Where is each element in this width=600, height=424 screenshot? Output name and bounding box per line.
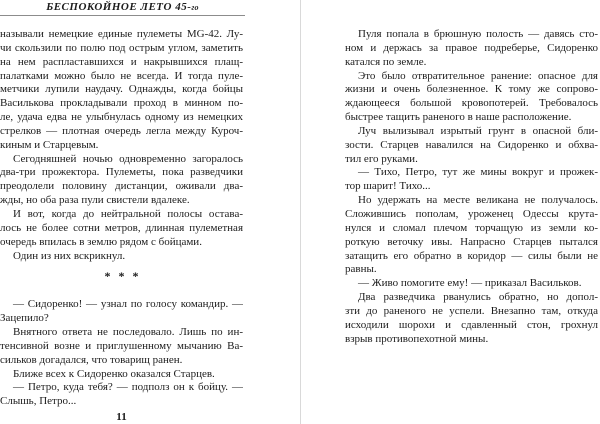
text-line: очередь впилась в землю рядом с бойцами.	[0, 235, 202, 248]
text-line: Луч вылизывал изрытый грунт в опасной бли-	[358, 124, 598, 137]
text-line: Сегодняшней ночью одновременно загоралось	[13, 152, 243, 165]
text-line: киным и Старцевым.	[0, 138, 99, 151]
left-page-text-top	[0, 28, 243, 263]
text-line: жизни и очень болезненное. К тому же сопрово-	[345, 83, 598, 96]
text-line: ном и держась за правое подреберье, Сидоренко	[345, 41, 598, 54]
text-line: Пуля попала в брюшную полость — давясь сто-	[358, 28, 598, 40]
text-line: на нем распластавшихся и накрывшихся плащ-	[0, 55, 243, 68]
text-line: зти до раненого не успели. Внезапно там, откуда	[345, 304, 598, 317]
text-line: И вот, когда до нейтральной полосы остава-	[13, 207, 243, 220]
text-line: палатками можно было не всегда. И тогда пуле-	[0, 69, 243, 82]
text-line: лось не более сотни метров, длинная пулеметная	[0, 221, 243, 234]
text-line: два-три прожектора. Пулеметы, пока разведчики	[0, 166, 243, 179]
text-line: сильков догадался, что товарищ ранен.	[0, 353, 183, 366]
text-line: ле, удача едва не улыбнулась одному из немецких	[0, 111, 243, 124]
text-line: метчики лупили наудачу. Однажды, когда бойцы	[0, 83, 243, 96]
right-page	[345, 28, 598, 346]
text-line: взрыв противопехотной мины.	[345, 332, 489, 345]
text-line: Один из них вскрикнул.	[13, 249, 126, 262]
text-line: чи скользили по полю под острым углом, заметить	[0, 41, 243, 54]
book-title: БЕСПОКОЙНОЕ ЛЕТО 45-	[46, 1, 192, 13]
text-line: тор шарит! Тихо...	[345, 180, 431, 193]
left-page-text-bottom	[0, 298, 243, 409]
text-line: Два разведчика рванулись обратно, но допол-	[358, 291, 598, 304]
text-line: равны.	[345, 263, 377, 276]
book-title-suffix: го	[191, 3, 199, 12]
header-rule	[0, 15, 245, 16]
page-gutter-line	[300, 0, 301, 424]
text-line: исходили шорохи и сдавленный стон, грохнул	[345, 318, 598, 331]
text-line: преодолели половину дистанции, оживали два-	[0, 180, 243, 193]
text-line: Василькова прокладывали проход в минном по-	[0, 97, 243, 110]
left-page	[0, 28, 243, 424]
scene-break-separator: * * *	[104, 269, 139, 284]
text-line: нулся и сломал плечом торчащую из земли ко-	[345, 221, 598, 234]
right-page-text	[345, 28, 598, 346]
page-number: 11	[116, 411, 127, 424]
text-line: стрелков — плотная очередь легла между Куроч-	[0, 124, 243, 137]
text-line: — Петро, куда тебя? — подполз он к бойцу. —	[13, 381, 243, 394]
text-line: катался по земле.	[345, 55, 427, 68]
text-line: называли немецкие единые пулеметы MG-42. Лу-	[0, 28, 243, 40]
text-line: Это было отвратительное ранение: опасное для	[358, 69, 598, 82]
text-line: — Живо помогите ему! — приказал Васильков.	[358, 277, 582, 290]
text-line: роткую веточку ивы. Напрасно Старцев пытался	[345, 235, 598, 248]
text-line: Ближе всех к Сидоренко оказался Старцев.	[13, 367, 215, 380]
text-line: Но удержать на месте великана не получалось.	[358, 194, 598, 207]
text-line: Сложившись пополам, уроженец Одессы крута-	[345, 207, 598, 220]
text-line: быстрее тащить раненого в наше расположение.	[345, 111, 572, 124]
text-line: зости. Старцев навалился на Сидоренко и обхва-	[345, 138, 598, 151]
text-line: тенсивной возне и приглушенному мычанию Ва-	[0, 339, 243, 352]
text-line: — Тихо, Петро, тут же мины вокруг и прожек-	[358, 166, 598, 179]
text-line: — Сидоренко! — узнал по голосу командир. —	[13, 298, 243, 311]
text-line: Зацепило?	[0, 312, 49, 325]
text-line: Слышь, Петро...	[0, 395, 77, 408]
text-line: Внятного ответа не последовало. Лишь по ин-	[13, 326, 243, 339]
text-line: жды, но оба раза пули свистели вдалеке.	[0, 194, 190, 207]
text-line: тил его руками.	[345, 152, 418, 165]
text-line: затащить его обратно в коридор — силы были не	[345, 249, 598, 262]
running-head	[0, 1, 245, 13]
text-line: ждающееся большой кровопотерей. Требовалось	[345, 97, 598, 110]
